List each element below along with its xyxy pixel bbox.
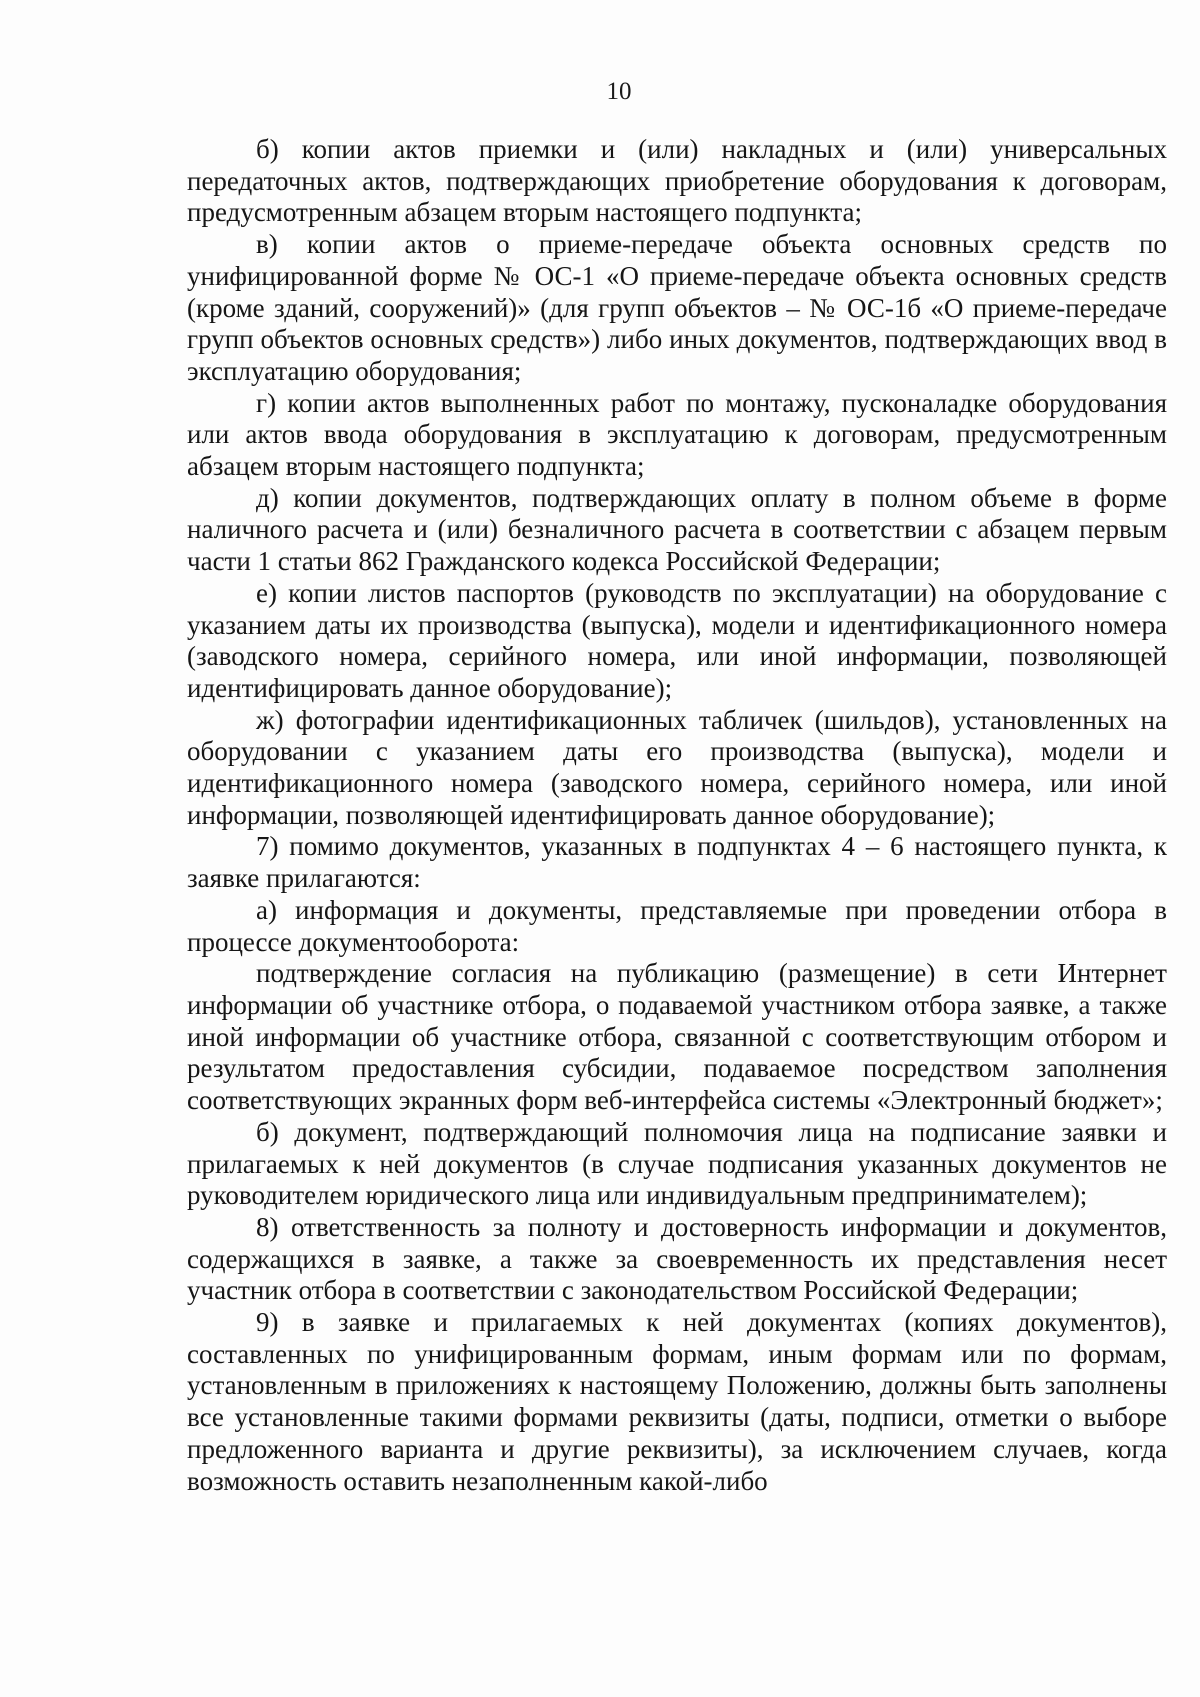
paragraph-8-responsibility: 8) ответственность за полноту и достоверность информации и документов, содержащихся в заявке, а также за своевременность их представления несет участник отбора в соответствии с законодательством Российской Федерации; xyxy=(187,1211,1167,1306)
paragraph-b-authority: б) документ, подтверждающий полномочия лица на подписание заявки и прилагаемых к ней документов (в случае подписания указанных документов не руководителем юридического лица или индивидуальным предпринимателем); xyxy=(187,1116,1167,1211)
paragraph-e-passports: е) копии листов паспортов (руководств по эксплуатации) на оборудование с указанием даты их производства (выпуска), модели и идентификационного номера (заводского номера, серийного номера, или иной информации, позволяющей идентифицировать данное оборудование); xyxy=(187,577,1167,703)
page-number: 10 xyxy=(606,78,632,105)
paragraph-a-information: а) информация и документы, представляемые при проведении отбора в процессе документооборота: xyxy=(187,894,1167,957)
paragraph-9-forms: 9) в заявке и прилагаемых к ней документах (копиях документов), составленных по унифицированным формам, иным формам или по формам, установленным в приложениях к настоящему Положению, должны быть заполнены все установленные такими формами реквизиты (даты, подписи, отметки о выборе предложенного варианта и другие реквизиты), за исключением случаев, когда возможность оставить незаполненным какой-либо xyxy=(187,1307,1167,1496)
paragraph-b-acts: б) копии актов приемки и (или) накладных и (или) универсальных передаточных актов, подтверждающих приобретение оборудования к договорам, предусмотренным абзацем вторым настоящего подпункта; xyxy=(187,134,1167,228)
paragraph-g-works: г) копии актов выполненных работ по монтажу, пусконаладке оборудования или актов ввода оборудования в эксплуатацию к договорам, предусмотренным абзацем вторым настоящего подпункта; xyxy=(187,387,1167,482)
paragraph-7-attachments: 7) помимо документов, указанных в подпунктах 4 – 6 настоящего пункта, к заявке прилагаются: xyxy=(187,831,1167,894)
paragraph-consent: подтверждение согласия на публикацию (размещение) в сети Интернет информации об участнике отбора, о подаваемой участником отбора заявке, а также иной информации об участнике отбора, связанной с соответствующим отбором и результатом предоставления субсидии, подаваемое посредством заполнения соответствующих экранных форм веб-интерфейса системы «Электронный бюджет»; xyxy=(187,958,1167,1116)
document-body xyxy=(187,134,1167,1497)
paragraph-v-os1: в) копии актов о приеме-передаче объекта основных средств по унифицированной форме № ОС-1 «О приеме-передаче объекта основных средств (кроме зданий, сооружений)» (для групп объектов – № ОС-1б «О приеме-передаче групп объектов основных средств») либо иных документов, подтверждающих ввод в эксплуатацию оборудования; xyxy=(187,229,1167,386)
paragraph-zh-photos: ж) фотографии идентификационных табличек (шильдов), установленных на оборудовании с указанием даты его производства (выпуска), модели и идентификационного номера (заводского номера, серийного номера, или иной информации, позволяющей идентифицировать данное оборудование); xyxy=(187,704,1167,830)
paragraph-d-payment: д) копии документов, подтверждающих оплату в полном объеме в форме наличного расчета и (или) безналичного расчета в соответствии с абзацем первым части 1 статьи 862 Гражданского кодекса Российской Федерации; xyxy=(187,482,1167,577)
